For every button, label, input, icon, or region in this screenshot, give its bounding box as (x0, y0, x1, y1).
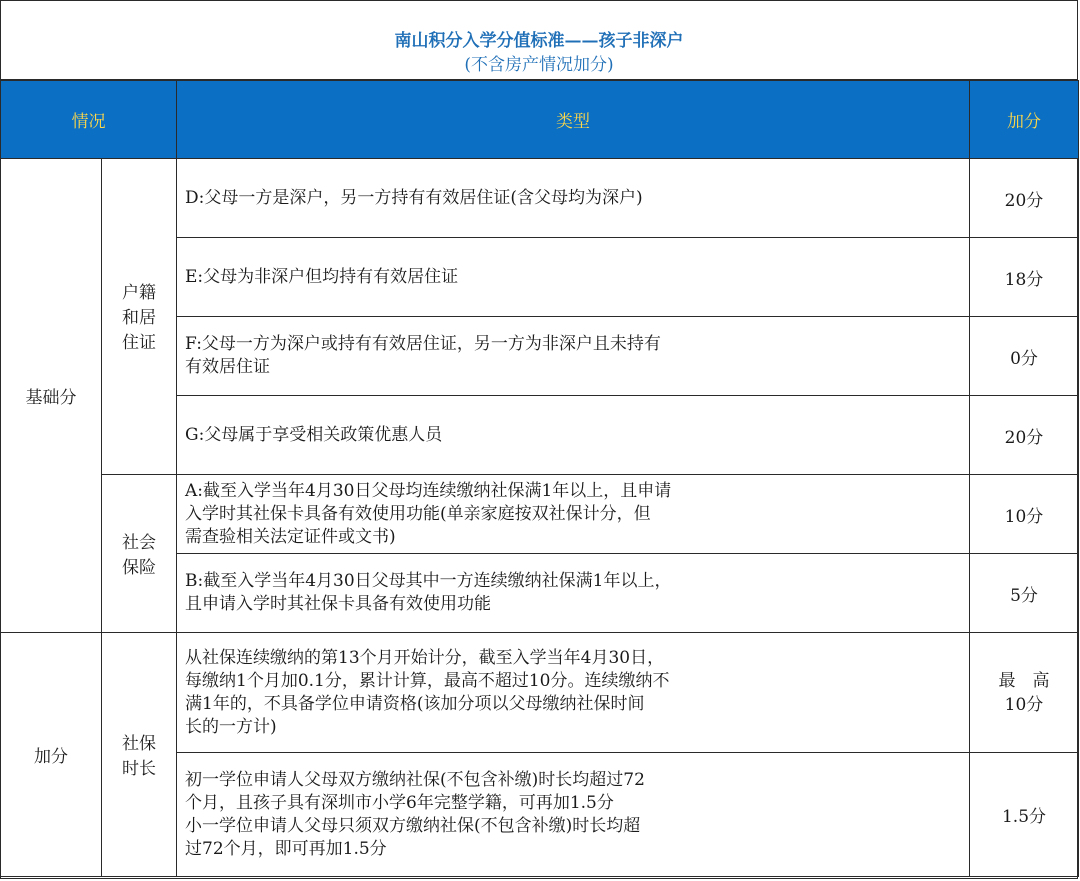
row-points: 1.5分 (970, 753, 1079, 877)
row-desc: A:截至入学当年4月30日父母均连续缴纳社保满1年以上，且申请 入学时其社保卡具备有效使用功能(单亲家庭按双社保计分，但 需查验相关法定证件或文书) (177, 475, 970, 554)
subcategory-hukou (102, 159, 177, 475)
row-desc: 初一学位申请人父母双方缴纳社保(不包含补缴)时长均超过72 个月，且孩子具有深圳市小学6年完整学籍，可再加1.5分 小一学位申请人父母只须双方缴纳社保(不包含补缴)时长均超 过72个月，即可再加1.5分 (177, 753, 970, 877)
row-points: 20分 (970, 159, 1079, 238)
table-row (1, 633, 1079, 753)
row-desc: 从社保连续缴纳的第13个月开始计分，截至入学当年4月30日， 每缴纳1个月加0.1分，累计计算，最高不超过10分。连续缴纳不 满1年的，不具备学位申请资格(该加分项以父母缴纳社保时间 长的一方计) (177, 633, 970, 753)
subcategory-duration-label: 社保 时长 (122, 733, 156, 779)
row-points: 0分 (970, 317, 1079, 396)
score-table (0, 80, 1079, 877)
row-desc: B:截至入学当年4月30日父母其中一方连续缴纳社保满1年以上， 且申请入学时其社保卡具备有效使用功能 (177, 554, 970, 633)
title-block (0, 0, 1078, 80)
row-points: 10分 (970, 475, 1079, 554)
page-subtitle: (不含房产情况加分) (464, 55, 614, 75)
table-row (1, 159, 1079, 238)
category-bonus: 加分 (1, 633, 102, 877)
header-points: 加分 (970, 81, 1079, 159)
row-points: 5分 (970, 554, 1079, 633)
table-row (1, 475, 1079, 554)
row-desc: G:父母属于享受相关政策优惠人员 (177, 396, 970, 475)
row-points: 18分 (970, 238, 1079, 317)
row-points: 最 高 10分 (970, 633, 1079, 753)
header-type: 类型 (177, 81, 970, 159)
row-desc: E:父母为非深户但均持有有效居住证 (177, 238, 970, 317)
subcategory-hukou-label: 户籍 和居 住证 (122, 283, 156, 353)
row-points: 20分 (970, 396, 1079, 475)
header-situation: 情况 (1, 81, 177, 159)
row-desc: D:父母一方是深户，另一方持有有效居住证(含父母均为深户) (177, 159, 970, 238)
category-basic: 基础分 (1, 159, 102, 633)
subcategory-duration (102, 633, 177, 877)
page-title: 南山积分入学分值标准——孩子非深户 (394, 31, 684, 51)
subcategory-insurance (102, 475, 177, 633)
row-desc: F:父母一方为深户或持有有效居住证，另一方为非深户且未持有 有效居住证 (177, 317, 970, 396)
subcategory-insurance-label: 社会 保险 (122, 532, 156, 578)
